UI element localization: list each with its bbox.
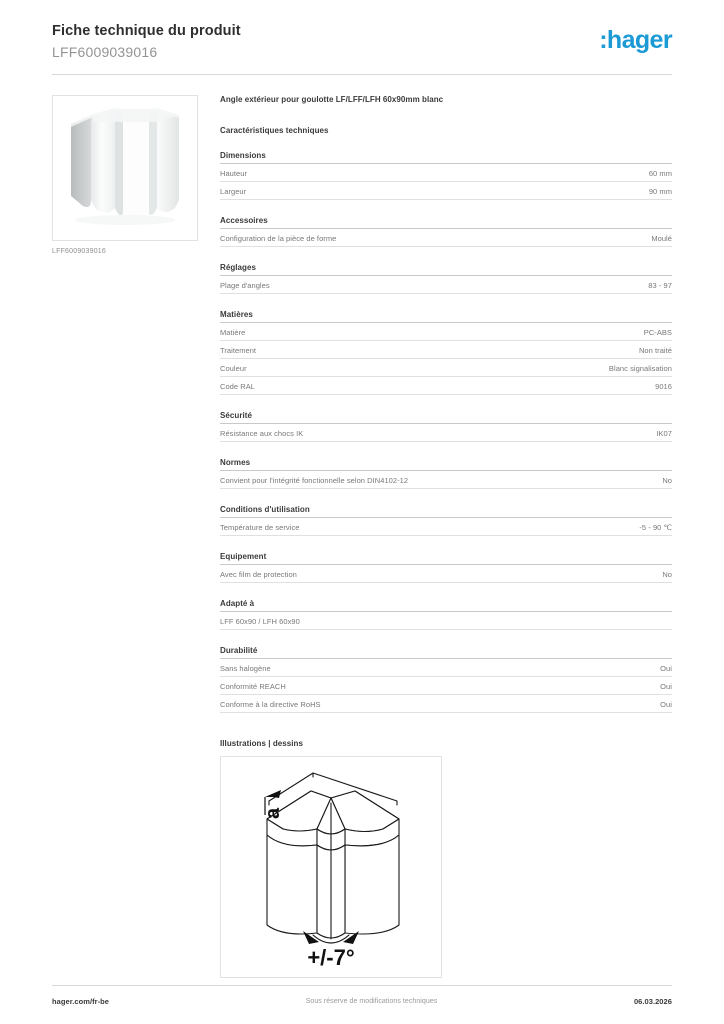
product-reference: LFF6009039016 [52,43,158,60]
spec-row-key: Configuration de la pièce de forme [220,233,337,243]
spec-group-title: Accessoires [220,216,672,229]
technical-drawing-icon [221,757,441,977]
spec-row-value: PC-ABS [643,327,672,337]
spec-row-value: IK07 [656,428,672,438]
spec-group-title: Equipement [220,552,672,565]
spec-row [220,471,672,489]
spec-row-value: No [662,569,672,579]
page-footer [52,985,672,1006]
product-photo-caption: LFF6009039016 [52,248,106,256]
spec-group-title: Normes [220,458,672,471]
footer-date: 06.03.2026 [633,997,672,1006]
spec-row [220,424,672,442]
page-title: Fiche technique du produit [52,23,241,39]
page-header [52,0,672,61]
spec-row-key: Plage d'angles [220,280,270,290]
spec-row-key: Avec film de protection [220,569,297,579]
spec-row [220,565,672,583]
spec-row-value: Moulé [651,233,672,243]
spec-row [220,377,672,395]
footer-website[interactable]: hager.com/fr-be [52,997,110,1006]
spec-row-key: Conforme à la directive RoHS [220,699,321,709]
header-titles [52,22,241,61]
technical-drawing-frame [220,756,442,978]
spec-group-title: Réglages [220,263,672,276]
spec-groups-container [220,151,672,713]
spec-row-key: Sans halogène [220,663,271,673]
spec-group-title: Matières [220,310,672,323]
spec-row-value: 83 - 97 [648,280,672,290]
drawing-label-a: a [262,808,284,820]
spec-row [220,323,672,341]
spec-row [220,695,672,713]
specifications-column [220,95,672,978]
spec-row [220,341,672,359]
spec-group-title: Sécurité [220,411,672,424]
spec-row-key: Largeur [220,186,247,196]
spec-group-title: Durabilité [220,646,672,659]
spec-group [220,216,672,247]
spec-row-value: Oui [660,699,672,709]
content-area [52,95,672,978]
spec-row-value: Oui [660,681,672,691]
product-photo-icon [53,96,197,240]
spec-row-key: Hauteur [220,168,248,178]
spec-row-value: 9016 [655,381,672,391]
spec-group [220,599,672,630]
product-media-column [52,95,210,978]
spec-row-value: Non traité [638,345,672,355]
spec-row [220,659,672,677]
spec-group [220,552,672,583]
spec-group [220,411,672,442]
spec-row [220,229,672,247]
spec-row [220,612,672,630]
spec-group [220,263,672,294]
spec-row-key: Conformité REACH [220,681,286,691]
spec-row-key: Convient pour l'intégrité fonctionnelle selon DIN4102-12 [220,475,409,485]
spec-row-key: Résistance aux chocs IK [220,428,304,438]
header-divider [52,74,672,75]
spec-row [220,359,672,377]
spec-row-key: LFF 60x90 / LFH 60x90 [220,616,300,626]
spec-row-key: Matière [220,327,246,337]
spec-group [220,458,672,489]
spec-row [220,182,672,200]
spec-row-value: 60 mm [648,168,672,178]
illustrations-heading: Illustrations | dessins [220,739,303,749]
drawing-label-angle: +/-7° [307,945,355,971]
spec-group [220,646,672,713]
footer-disclaimer: Sous réserve de modifications techniques [305,998,438,1005]
spec-row-value: Oui [660,663,672,673]
hager-logo: :hager [599,26,672,54]
spec-row-key: Couleur [220,363,247,373]
spec-row [220,518,672,536]
specifications-heading: Caractéristiques techniques [220,126,329,136]
spec-row-key: Code RAL [220,381,256,391]
spec-row [220,276,672,294]
product-photo-frame [52,95,198,241]
spec-row-value: -5 - 90 ℃ [639,522,672,532]
spec-group-title: Adapté à [220,599,672,612]
spec-group-title: Conditions d'utilisation [220,505,672,518]
spec-group [220,505,672,536]
spec-group [220,310,672,395]
spec-row [220,677,672,695]
spec-row-value: No [662,475,672,485]
spec-group [220,151,672,200]
spec-row-key: Température de service [220,522,300,532]
spec-row [220,164,672,182]
spec-row-key: Traitement [220,345,257,355]
spec-group-title: Dimensions [220,151,672,164]
product-description: Angle extérieur pour goulotte LF/LFF/LFH 60x90mm blanc [220,95,444,105]
spec-row-value: Blanc signalisation [608,363,672,373]
spec-row-value: 90 mm [648,186,672,196]
